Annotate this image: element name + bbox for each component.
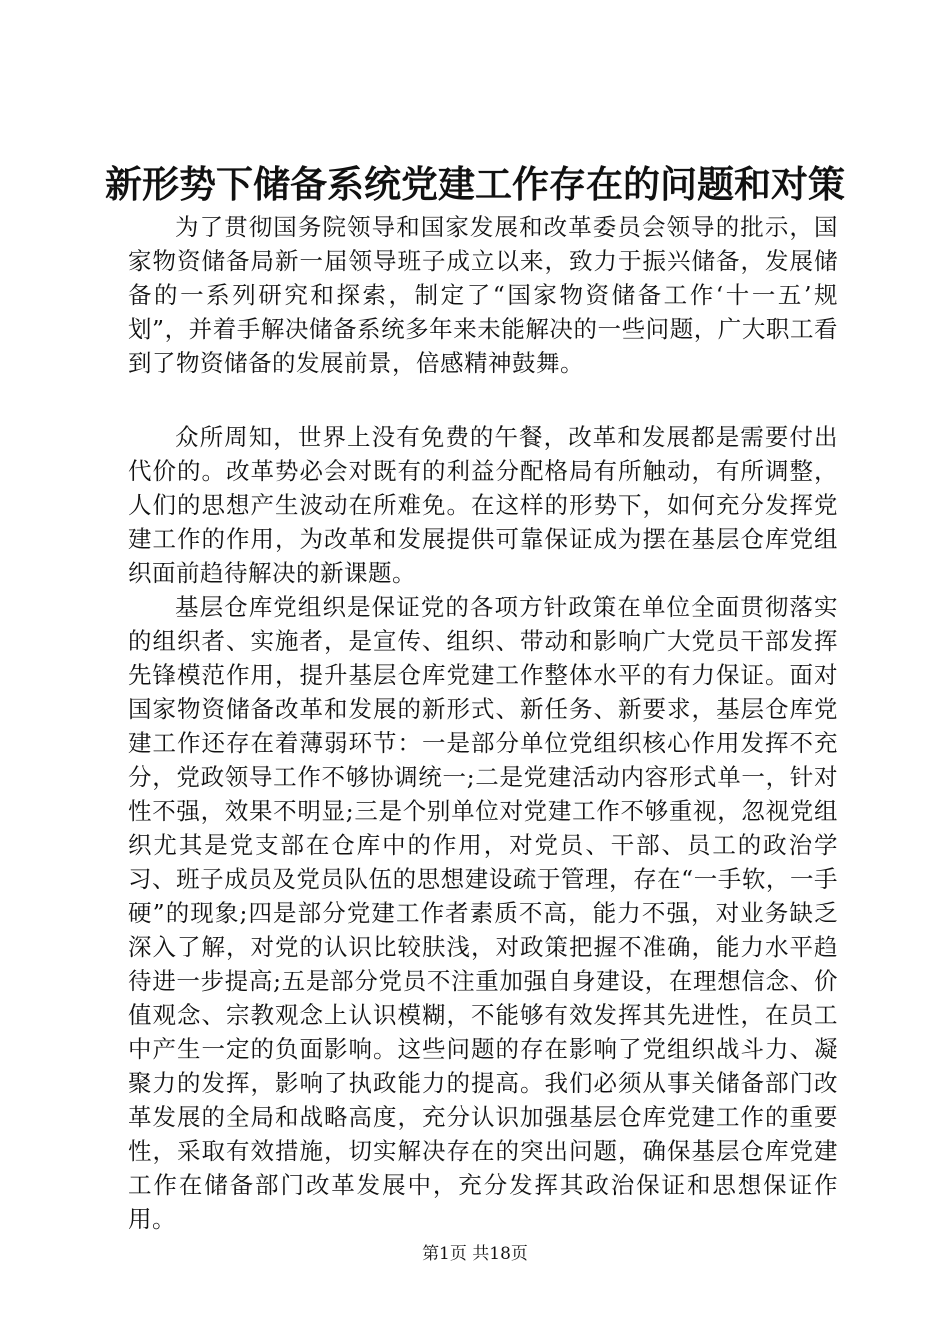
paragraph-2: 众所周知，世界上没有免费的午餐，改革和发展都是需要付出代价的。改革势必会对既有的利益分配格局有所触动，有所调整，人们的思想产生波动在所难免。在这样的形势下，如何充分发挥党建工作的作用，为改革和发展提供可靠保证成为摆在基层仓库党组织面前趋待解决的新课题。 xyxy=(128,423,838,587)
paragraph-1: 为了贯彻国务院领导和国家发展和改革委员会领导的批示，国家物资储备局新一届领导班子成立以来，致力于振兴储备，发展储备的一系列研究和探索，制定了“国家物资储备工作‘十一五’规划”，并着手解决储备系统多年来未能解决的一些问题，广大职工看到了物资储备的发展前景，倍感精神鼓舞。 xyxy=(128,213,838,377)
document-title: 新形势下储备系统党建工作存在的问题和对策 xyxy=(105,162,845,206)
page-footer: 第1页 共18页 xyxy=(422,1244,528,1264)
document-body xyxy=(128,210,838,1236)
paragraph-3: 基层仓库党组织是保证党的各项方针政策在单位全面贯彻落实的组织者、实施者，是宣传、组织、带动和影响广大党员干部发挥先锋模范作用，提升基层仓库党建工作整体水平的有力保证。面对国家物资储备改革和发展的新形式、新任务、新要求，基层仓库党建工作还存在着薄弱环节：一是部分单位党组织核心作用发挥不充分，党政领导工作不够协调统一;二是党建活动内容形式单一，针对性不强，效果不明显;三是个别单位对党建工作不够重视，忽视党组织尤其是党支部在仓库中的作用，对党员、干部、员工的政治学习、班子成员及党员队伍的思想建设疏于管理，存在“一手软，一手硬”的现象;四是部分党建工作者素质不高，能力不强，对业务缺乏深入了解，对党的认识比较肤浅，对政策把握不准确，能力水平趋待进一步提高;五是部分党员不注重加强自身建设，在理想信念、价值观念、宗教观念上认识模糊，不能够有效发挥其先进性，在员工中产生一定的负面影响。这些问题的存在影响了党组织战斗力、凝聚力的发挥，影响了执政能力的提高。我们必须从事关储备部门改革发展的全局和战略高度，充分认识加强基层仓库党建工作的重要性，采取有效措施，切实解决存在的突出问题，确保基层仓库党建工作在储备部门改革发展中，充分发挥其政治保证和思想保证作用。 xyxy=(128,593,838,1233)
